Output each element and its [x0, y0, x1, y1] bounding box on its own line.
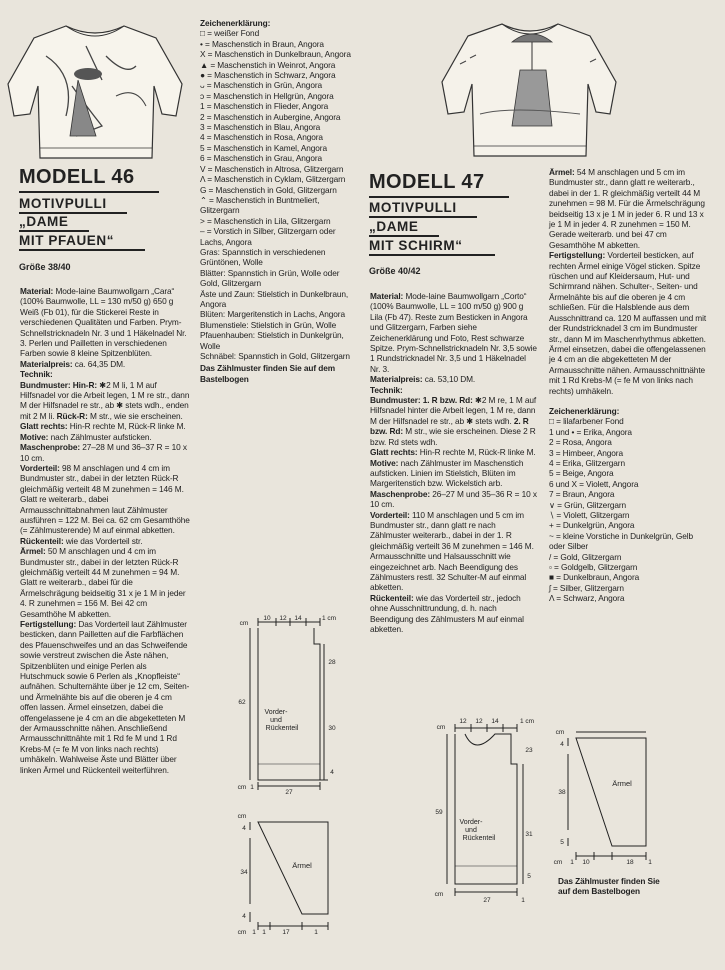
legend-entry: ⌃ = Maschenstich in Buntmeliert, Glitzergarn	[200, 194, 320, 216]
legend-entry: 2 = Maschenstich in Aubergine, Angora	[200, 111, 341, 122]
piece-label: Ärmel	[292, 861, 312, 870]
dim-label: cm	[237, 929, 247, 936]
dim-label: 1	[521, 897, 525, 904]
dim-label: 14	[294, 615, 302, 622]
dim-label: 59	[435, 809, 443, 816]
dim-label: 31	[525, 831, 533, 838]
legend-entry: 4 = Erika, Glitzergarn	[549, 457, 625, 468]
dim-label: 28	[328, 659, 336, 666]
model-47-instructions	[370, 291, 538, 634]
text: 26–27 M und 35–36 R = 10 x 10 cm.	[370, 488, 537, 510]
legend-entry: ▲ = Maschenstich in Weinrot, Angora	[200, 59, 336, 70]
legend-entry: Blüten: Margeritenstich in Lachs, Angora	[200, 309, 345, 320]
model-46-subtitle-1: MOTIVPULLI	[19, 196, 107, 211]
text: ca. 64,35 DM.	[74, 358, 126, 369]
text: 54 M anschlagen und 5 cm im Bundmuster str., dann glatt re weiterarb., dabei in der 1. R gleichmäßig verteilt 44 M zunehmen = 98 M. Für die Ärmelschrägung beidseitig 13 x je 1 M in jeder 6. R und 13 x je 1 M in jeder 4. R zunehmen = 150 M. Gerade weiterarb. und bei 47 cm Gesamthöhe M abketten.	[549, 167, 705, 250]
text: ✱2 M re, 1 M auf Hilfsnadel hinter die Arbeit legen, 1 M re, dann M der Hilfsnadel re str., ab ✱ stets wdh.	[370, 395, 537, 426]
pattern-note: Das Zählmuster finden Sie auf dem Bastelbogen	[558, 876, 660, 896]
legend-entry: Pfauenhauben: Stielstich in Dunkelgrün, Wolle	[200, 330, 344, 351]
piece-label: Ärmel	[612, 779, 632, 788]
legend-entry: 1 und • = Erika, Angora	[549, 426, 632, 437]
text: wie das Vorderteil str., jedoch ohne Ausschnittrundung, d. h. nach Beendigung des Zählmusters M auf einmal abketten.	[370, 592, 524, 634]
legend-entry: Blumenstiele: Stielstich in Grün, Wolle	[200, 319, 337, 330]
text: 110 M anschlagen und 5 cm im Bundmuster str., dann glatt re nach Zählmuster weiterarb., dabei in der 1. R gleichmäßig verteilt 36 M zunehmen = 146 M. Armausschnitte und Halsausschnitt wie eingezeichnet arb. Nach Beendigung des Zählmusters restl. 32 Schulter-M auf einmal abketten.	[370, 509, 534, 593]
dim-label: 1	[314, 929, 318, 936]
piece-label: Vorder-	[459, 819, 483, 826]
legend-entry: 6 = Maschenstich in Grau, Angora	[200, 153, 323, 164]
model-46-size: Größe 38/40	[19, 262, 71, 272]
label: Motive:	[370, 457, 399, 468]
dim-label: 4	[560, 741, 564, 748]
label: Material:	[20, 286, 54, 296]
dim-label: 1	[250, 784, 254, 791]
text: Vorderteil besticken, auf rechten Ärmel einige Vögel sticken. Spitze rüschen und auf Kleidersaum, Hut- und Schirmrand nähen. Schulter-, Seiten- und Ärmelnähte bis auf die oberen je 4 cm schließen. Für die Halsblende aus dem Ausschnittrand ca. 120 M auffassen und mit der Rundstricknadel 3 cm im Bundmuster str., dann M im Maschenrhythmus abketten. Ärmel einsetzen, dabei die offengelassenen je 4 cm an die abgeketteten M der Armausschnitte nähen. Armausschnittnähte mit 1 Rd Krebs-M (= fe M von links nach rechts) umhäkeln.	[549, 250, 707, 396]
legend-entry: 6 und X = Violett, Angora	[549, 478, 639, 489]
dim-label: 4	[242, 825, 246, 832]
legend-model-46	[200, 18, 360, 384]
subtitle-underline	[369, 254, 495, 256]
legend-entry: Schnäbel: Spannstich in Gold, Glitzergarn	[200, 351, 350, 361]
label: Bundmuster: 1. R bzw. Rd:	[370, 395, 473, 406]
legend-entry: 1 = Maschenstich in Flieder, Angora	[200, 101, 329, 112]
legend-entry: • = Maschenstich in Braun, Angora	[200, 38, 324, 49]
dim-label: 23	[525, 747, 533, 754]
label: Vorderteil:	[20, 462, 60, 473]
text: Mode-laine Baumwollgarn „Cara“ (100% Baumwolle, LL = 130 m/50 g) 650 g Weiß (Fb 01), für die Stickerei Reste in verschiedenen Qualitäten und Farben. Prym-Schnellstricknadeln Nr. 3 und 1 Häkelnadel Nr. 3. Perlen und Pailletten in verschiedenen Farben sowie 8 kleine Spitzenblüten.	[20, 286, 187, 359]
text: 98 M anschlagen und 4 cm im Bundmuster str., dabei in der letzten Rück-R gleichmäßig verteilt 48 M zunehmen = 146 M. Glatt re weiterarb., dabei Armausschnittabnahmen laut Zählmuster ausführen = 122 M. Bei ca. 62 cm Gesamthöhe (= Zählmusterende) M auf einmal abketten.	[20, 462, 190, 536]
legend-entry: 4 = Maschenstich in Rosa, Angora	[200, 132, 323, 143]
legend-entry: 3 = Himbeer, Angora	[549, 447, 623, 458]
label: 2. R bzw. Rd:	[370, 415, 529, 437]
legend-entry: □ = weißer Fond	[200, 28, 260, 39]
text: 50 M anschlagen und 4 cm im Bundmuster str., dabei in der letzten Rück-R gleichmäßig verteilt 44 M zunehmen = 94 M. Glatt re weiterarb., dabei für die Ärmelschrägung beidseitig 31 x je 1 M in jeder 4. R zunehmen = 156 M. Bei 42 cm Gesamthöhe M abketten.	[20, 546, 186, 619]
dim-label: 4	[330, 769, 334, 776]
sleeve-schematic-model-47	[550, 720, 660, 870]
dim-label: 38	[558, 789, 566, 796]
dim-label: cm	[434, 891, 444, 898]
label: Motive:	[20, 431, 49, 442]
text: Hin-R rechte M, Rück-R linke M.	[69, 421, 186, 432]
dim-label: cm	[553, 859, 563, 866]
model-47-subtitle-3: MIT SCHIRM“	[369, 238, 463, 253]
legend-entry: Λ = Maschenstich in Cyklam, Glitzergarn	[200, 174, 346, 185]
title-underline	[369, 196, 509, 198]
sweater-illustration-umbrella	[440, 14, 620, 164]
legend-entry: Äste und Zaun: Stielstich in Dunkelbraun, Angora	[200, 288, 349, 309]
dim-label: 10	[263, 615, 271, 622]
dim-label: 5	[527, 873, 531, 880]
label: Materialpreis:	[20, 358, 73, 369]
legend-entry: + = Dunkelgrün, Angora	[549, 520, 635, 531]
subtitle-underline	[369, 216, 477, 218]
model-47-title: MODELL 47	[369, 171, 485, 193]
text: 27–28 M und 36–37 R = 10 x 10 cm.	[20, 442, 187, 463]
legend-entry: 7 = Braun, Angora	[549, 489, 615, 500]
pattern-note: Das Zählmuster finden Sie auf dem Bastelbogen	[200, 363, 336, 384]
dim-label: 1 cm	[321, 615, 337, 622]
legend-entry: Blätter: Spannstich in Grün, Wolle oder Gold, Glitzergarn	[200, 267, 340, 289]
legend-entry: 5 = Maschenstich in Kamel, Angora	[200, 142, 327, 153]
legend-entry: 3 = Maschenstich in Blau, Angora	[200, 122, 321, 133]
dim-label: 18	[626, 859, 634, 866]
model-46-subtitle-2: „DAME	[19, 214, 69, 229]
piece-label: und	[465, 827, 477, 834]
legend-entry: ● = Maschenstich in Schwarz, Angora	[200, 70, 336, 81]
dim-label: 1	[252, 929, 256, 936]
model-46-instructions	[20, 286, 190, 775]
dim-label: cm	[436, 724, 446, 731]
sleeve-schematic-model-46	[230, 808, 348, 938]
legend-entry: ∨ = Grün, Glitzergarn	[549, 499, 627, 510]
legend-entry: – = Vorstich in Silber, Glitzergarn oder Lachs, Angora	[200, 226, 336, 247]
model-46-subtitle-3: MIT PFAUEN“	[19, 233, 115, 248]
legend-entry: ʃ = Silber, Glitzergarn	[549, 582, 624, 593]
legend-entry: / = Gold, Glitzergarn	[549, 551, 622, 562]
text: wie das Vorderteil str.	[65, 535, 143, 546]
dim-label: cm	[237, 813, 247, 820]
piece-label: Rückenteil	[265, 725, 299, 732]
dim-label: 4	[242, 913, 246, 920]
model-47-instructions-continued	[549, 167, 709, 604]
dim-label: 12	[279, 615, 287, 622]
legend-entry: ■ = Dunkelbraun, Angora	[549, 572, 640, 583]
subtitle-underline	[19, 249, 145, 251]
text: Hin-R rechte M, Rück-R linke M.	[419, 447, 536, 458]
dim-label: 17	[282, 929, 290, 936]
legend-entry: ɔ = Maschenstich in Hellgrün, Angora	[200, 90, 334, 101]
dim-label: cm	[237, 784, 247, 791]
legend-list	[549, 416, 709, 603]
dim-label: 5	[560, 839, 564, 846]
piece-label: Rückenteil	[462, 835, 496, 842]
label: Fertigstellung:	[549, 250, 606, 261]
legend-entry: ∖ = Violett, Glitzergarn	[549, 510, 630, 520]
legend-entry: G = Maschenstich in Gold, Glitzergarn	[200, 184, 337, 195]
legend-entry: ▫ = Goldgelb, Glitzergarn	[549, 562, 638, 573]
body-schematic-model-46	[230, 612, 348, 797]
dim-label: cm	[239, 620, 249, 627]
label: Technik:	[20, 369, 53, 380]
text: nach Zählmuster aufsticken.	[50, 431, 152, 442]
label: Rückenteil:	[20, 535, 64, 546]
piece-label: Vorder-	[264, 709, 288, 716]
legend-entry: Gras: Spannstich in verschiedenen Grüntönen, Wolle	[200, 246, 326, 268]
legend-entry: Λ = Schwarz, Angora	[549, 593, 625, 604]
body-schematic-model-47	[425, 716, 545, 906]
dim-label: 10	[582, 859, 590, 866]
legend-entry: ~ = kleine Vorstiche in Dunkelgrün, Gelb oder Silber	[549, 530, 694, 552]
dim-label: 30	[328, 725, 336, 732]
dim-label: 1 cm	[519, 718, 535, 725]
label: Material:	[370, 291, 404, 301]
legend-entry: □ = lilafarbener Fond	[549, 416, 624, 427]
dim-label: 1	[648, 859, 652, 866]
dim-label: 27	[483, 897, 491, 904]
model-47-size: Größe 40/42	[369, 266, 421, 276]
label: Technik:	[370, 384, 403, 395]
label: Rück-R:	[56, 410, 88, 421]
piece-label: und	[270, 717, 282, 724]
label: Fertigstellung:	[20, 619, 77, 629]
legend-entry: X = Maschenstich in Dunkelbraun, Angora	[200, 49, 351, 60]
legend-title: Zeichenerklärung:	[200, 18, 271, 28]
text: ✱2 M li, 1 M auf Hilfsnadel vor die Arbeit legen, 1 M re str., dann M der Hilfsnadel re str., ab ✱ stets wdh., enden mit 2 M li.	[20, 379, 190, 421]
dim-label: 62	[238, 699, 246, 706]
label: Ärmel:	[20, 546, 46, 557]
legend-entry: > = Maschenstich in Lila, Glitzergarn	[200, 215, 331, 226]
label: Ärmel:	[549, 167, 575, 177]
dim-label: 34	[240, 869, 248, 876]
model-47-subtitle-2: „DAME	[369, 219, 419, 234]
text: Das Vorderteil laut Zählmuster besticken, dann Pailletten auf die Farbflächen des Pfauenschweifes und an das Schweifende sowie verstreut zwischen die Äste nähen, Spitzenblüten und einige Perlen als Hutschmuck sowie 6 Perlen als „Knopfleiste“ aufnähen. Schulternähte über je 12 cm, Seiten- und Ärmelnähte bis auf die oberen je 4 cm offen lassen. Ärmel einsetzen, dabei die offengelassene je 4 cm an die abgeketteten M der Armausschnitte nähen. Anschließend Armausschnittnähte mit 1 Rd fe M und 1 Rd Krebs-M (= fe M von links nach rechts) umhäkeln. Wahlweise Äste und Blätter über linken Ärmel und Rückenteil weiterführen.	[20, 619, 190, 775]
legend-entry: 5 = Beige, Angora	[549, 468, 614, 479]
label: Materialpreis:	[370, 374, 423, 385]
text: ca. 53,10 DM.	[424, 374, 476, 385]
text: M str., wie sie erscheinen.	[89, 410, 183, 421]
text: nach Zählmuster im Maschenstich aufsticken. Linien im Stielstich, Blüten im Margeritenstich bzw. Wickelstich arb.	[370, 457, 524, 489]
dim-label: 1	[262, 929, 266, 936]
label: Maschenprobe:	[20, 442, 81, 453]
dim-label: cm	[555, 729, 565, 736]
text: M str., wie sie erscheinen. Diese 2 R bzw. Rd stets wdh.	[370, 426, 536, 447]
dim-label: 1	[570, 859, 574, 866]
dim-label: 27	[285, 789, 293, 796]
subtitle-underline	[19, 230, 89, 232]
text: Mode-laine Baumwollgarn „Corto“ (100% Baumwolle, LL = 100 m/50 g) 900 g Lila (Fb 47). Reste zum Besticken in Angora und Glitzergarn, Farben siehe Zeichenerklärung und Foto, Rest schwarze Spitze. Prym-Schnellstricknadeln Nr. 3,5 sowie 1 Rundstricknadel Nr. 3,5 und 1 Häkelnadel Nr. 3.	[370, 291, 537, 374]
legend-entry: 2 = Rosa, Angora	[549, 437, 612, 448]
sweater-illustration-peacock	[6, 16, 184, 164]
label: Glatt rechts:	[20, 421, 68, 432]
legend-title: Zeichenerklärung:	[549, 405, 620, 416]
legend-entry: ᴗ = Maschenstich in Grün, Angora	[200, 80, 323, 91]
model-46-title: MODELL 46	[19, 166, 135, 188]
label: Maschenprobe:	[370, 488, 431, 499]
subtitle-underline	[369, 235, 439, 237]
title-underline	[19, 191, 159, 193]
dim-label: 12	[475, 718, 483, 725]
dim-label: 14	[491, 718, 499, 725]
label: Vorderteil:	[370, 509, 410, 520]
legend-list	[200, 28, 360, 361]
label: Bundmuster: Hin-R:	[20, 379, 98, 390]
model-47-subtitle-1: MOTIVPULLI	[369, 200, 457, 215]
dim-label: 12	[459, 718, 467, 725]
legend-entry: V = Maschenstich in Altrosa, Glitzergarn	[200, 163, 344, 174]
label: Rückenteil:	[370, 592, 414, 603]
label: Glatt rechts:	[370, 447, 418, 458]
